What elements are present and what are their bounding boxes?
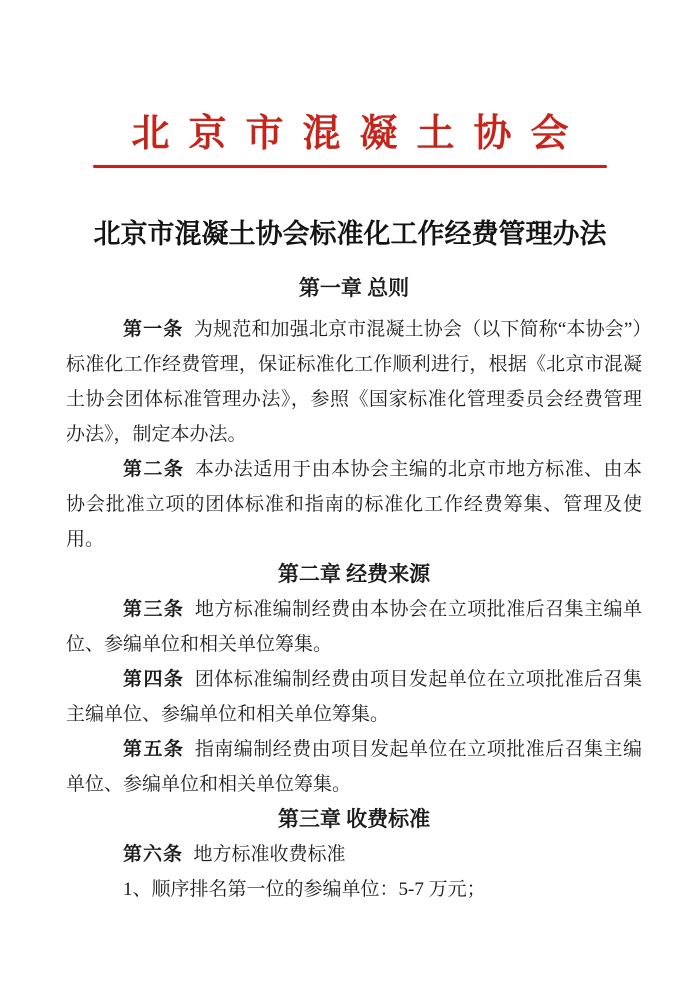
- article-3: [66, 592, 642, 662]
- article-6: [66, 837, 642, 872]
- chapter-heading-2: 第二章 经费来源: [277, 562, 431, 586]
- chapter-heading-1: 第一章 总则: [298, 276, 410, 300]
- article-5-label: 第五条: [123, 739, 185, 760]
- article-4-text: 团体标准编制经费由项目发起单位在立项批准后召集主编单位、参编单位和相关单位筹集。: [66, 669, 642, 725]
- article-1-label: 第一条: [123, 319, 184, 340]
- article-4: [66, 662, 642, 732]
- article-5: [66, 732, 642, 802]
- article-6-label: 第六条: [123, 844, 184, 865]
- article-3-text: 地方标准编制经费由本协会在立项批准后召集主编单位、参编单位和相关单位筹集。: [66, 599, 642, 655]
- article-2: [66, 452, 642, 557]
- article-5-text: 指南编制经费由项目发起单位在立项批准后召集主编单位、参编单位和相关单位筹集。: [66, 739, 642, 795]
- article-6-text: 地方标准收费标准: [193, 844, 346, 865]
- organization-name-header: 北京市混凝土协会: [131, 113, 588, 155]
- article-2-label: 第二条: [123, 459, 185, 480]
- article-1-text: 为规范和加强北京市混凝土协会（以下简称“本协会”）标准化工作经费管理，保证标准化工作顺利进行，根据《北京市混凝土协会团体标准管理办法》，参照《国家标准化管理委员会经费管理办法》，制定本办法。: [66, 319, 642, 445]
- header-divider-rule: [93, 165, 607, 168]
- document-body: [0, 271, 700, 907]
- article-4-label: 第四条: [123, 669, 185, 690]
- article-1: [66, 312, 642, 452]
- document-title: 北京市混凝土协会标准化工作经费管理办法: [93, 219, 607, 249]
- article-2-text: 本办法适用于由本协会主编的北京市地方标准、由本协会批准立项的团体标准和指南的标准化工作经费筹集、管理及使用。: [66, 459, 642, 550]
- article-3-label: 第三条: [123, 599, 185, 620]
- fee-item-1: [66, 872, 642, 907]
- fee-item-1-text: 1、顺序排名第一位的参编单位：5-7 万元；: [123, 879, 486, 900]
- chapter-heading-3: 第三章 收费标准: [277, 807, 431, 831]
